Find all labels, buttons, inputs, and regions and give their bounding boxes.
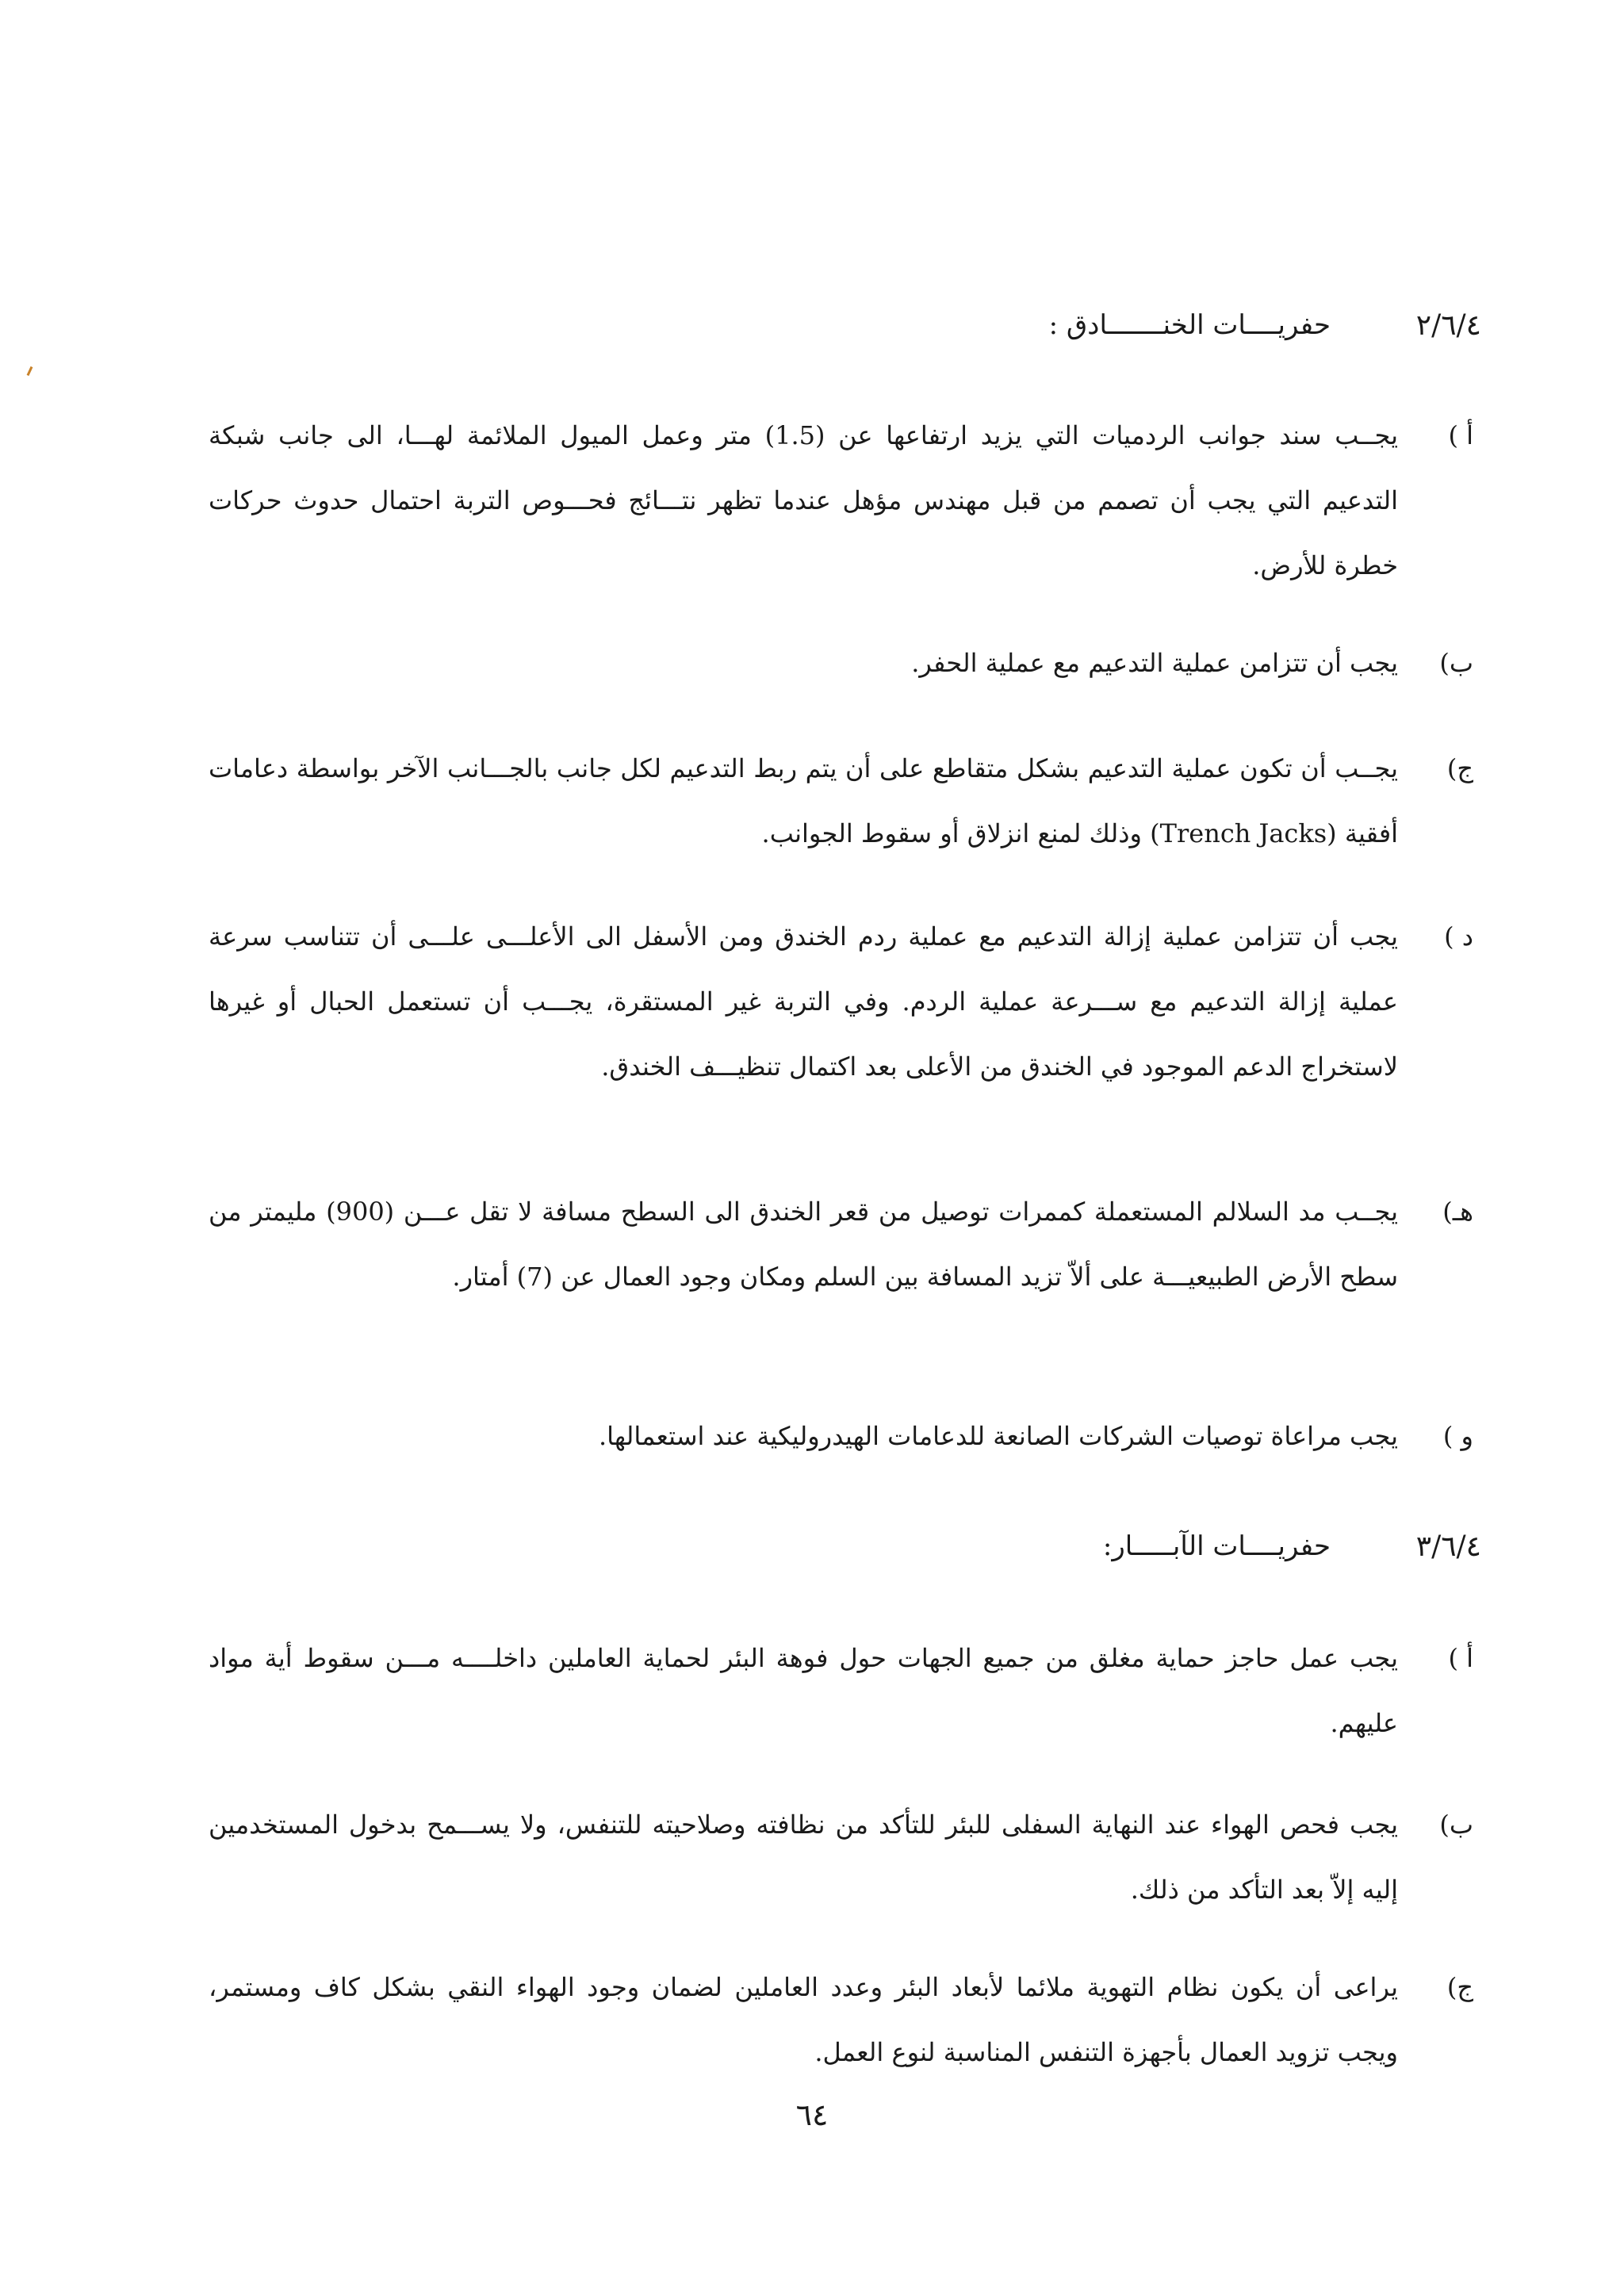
item-text: يجب أن تتزامن عملية إزالة التدعيم مع عملية ردم الخندق ومن الأسفل الى الأعلـــى علـــى أن تتناسب سرعة عملية إزالة التدعيم مع ســـرعة عملية الردم. وفي التربة غير المستقرة، يجـــب أن تستعمل الحبال أو غيرها لاستخراج الدعم الموجود في الخندق من الأعلى بعد اكتمال تنظيـــف الخندق. xyxy=(209,921,1399,1082)
item-marker: ب) xyxy=(1439,648,1473,678)
item-marker: أ ) xyxy=(1448,1643,1473,1673)
item-marker: أ ) xyxy=(1448,420,1473,450)
item-text: يجــب مد السلالم المستعملة كممرات توصيل من قعر الخندق الى السطح مسافة لا تقل عـــن (900) مليمتر من سطح الأرض الطبيعيـــة على ألاّ تزيد المسافة بين السلم ومكان وجود العمال عن (7) أمتار. xyxy=(209,1197,1399,1292)
item-text: يراعى أن يكون نظام التهوية ملائما لأبعاد البئر وعدد العاملين لضمان وجود الهواء النقي بشكل كاف ومستمر، ويجب تزويد العمال بأجهزة التنفس المناسبة لنوع العمل. xyxy=(209,1972,1398,2067)
section-heading-trenches xyxy=(450,301,1481,349)
list-item xyxy=(157,736,1473,866)
item-text: يجــب أن تكون عملية التدعيم بشكل متقاطع على أن يتم ربط التدعيم لكل جانب بالجـــانب الآخر بواسطة دعامات أفقية (Trench Jacks) وذلك لمنع انزلاق أو سقوط الجوانب. xyxy=(209,753,1399,848)
item-text: يجب أن تتزامن عملية التدعيم مع عملية الحفر. xyxy=(911,648,1398,678)
page-number: ٦٤ xyxy=(795,2097,829,2132)
item-text: يجب عمل حاجز حماية مغلق من جميع الجهات حول فوهة البئر لحماية العاملين داخلــــه مـــن سقوط أية مواد عليهم. xyxy=(209,1643,1398,1738)
section-number: ٢/٦/٤ xyxy=(1415,308,1481,342)
list-item xyxy=(157,403,1473,598)
item-marker: ج) xyxy=(1446,1972,1473,2002)
section-number: ٣/٦/٤ xyxy=(1415,1530,1481,1563)
item-marker: ج) xyxy=(1446,753,1473,783)
section-title: حفريــــات الخنـــــــادق : xyxy=(1048,309,1331,341)
item-marker: د ) xyxy=(1444,921,1473,952)
item-text: يجــب سند جوانب الردميات التي يزيد ارتفاعها عن (1.5) متر وعمل الميول الملائمة لهـــا، الى جانب شبكة التدعيم التي يجب أن تصمم من قبل مهندس مؤهل عندما تظهر نتـــائج فحـــوص التربة احتمال حدوث حركات خطرة للأرض. xyxy=(209,420,1399,580)
section-title: حفريــــات الآبـــــار: xyxy=(1102,1530,1331,1562)
list-item xyxy=(157,630,1473,695)
list-item xyxy=(157,1179,1473,1309)
item-text: يجب مراعاة توصيات الشركات الصانعة للدعامات الهيدروليكية عند استعمالها. xyxy=(598,1421,1398,1451)
item-marker: ب) xyxy=(1439,1810,1473,1840)
item-text: يجب فحص الهواء عند النهاية السفلى للبئر للتأكد من نظافته وصلاحيته للتنفس، ولا يســـمح بدخول المستخدمين إليه إلاّ بعد التأكد من ذلك. xyxy=(209,1810,1398,1905)
list-item xyxy=(157,1792,1473,1922)
item-marker: و ) xyxy=(1442,1421,1473,1451)
list-item xyxy=(157,904,1473,1099)
section-heading-wells xyxy=(450,1522,1481,1570)
list-item xyxy=(157,1404,1473,1469)
list-item xyxy=(157,1955,1473,2085)
stray-mark xyxy=(27,366,33,376)
item-marker: هـ) xyxy=(1442,1197,1473,1227)
list-item xyxy=(157,1626,1473,1756)
